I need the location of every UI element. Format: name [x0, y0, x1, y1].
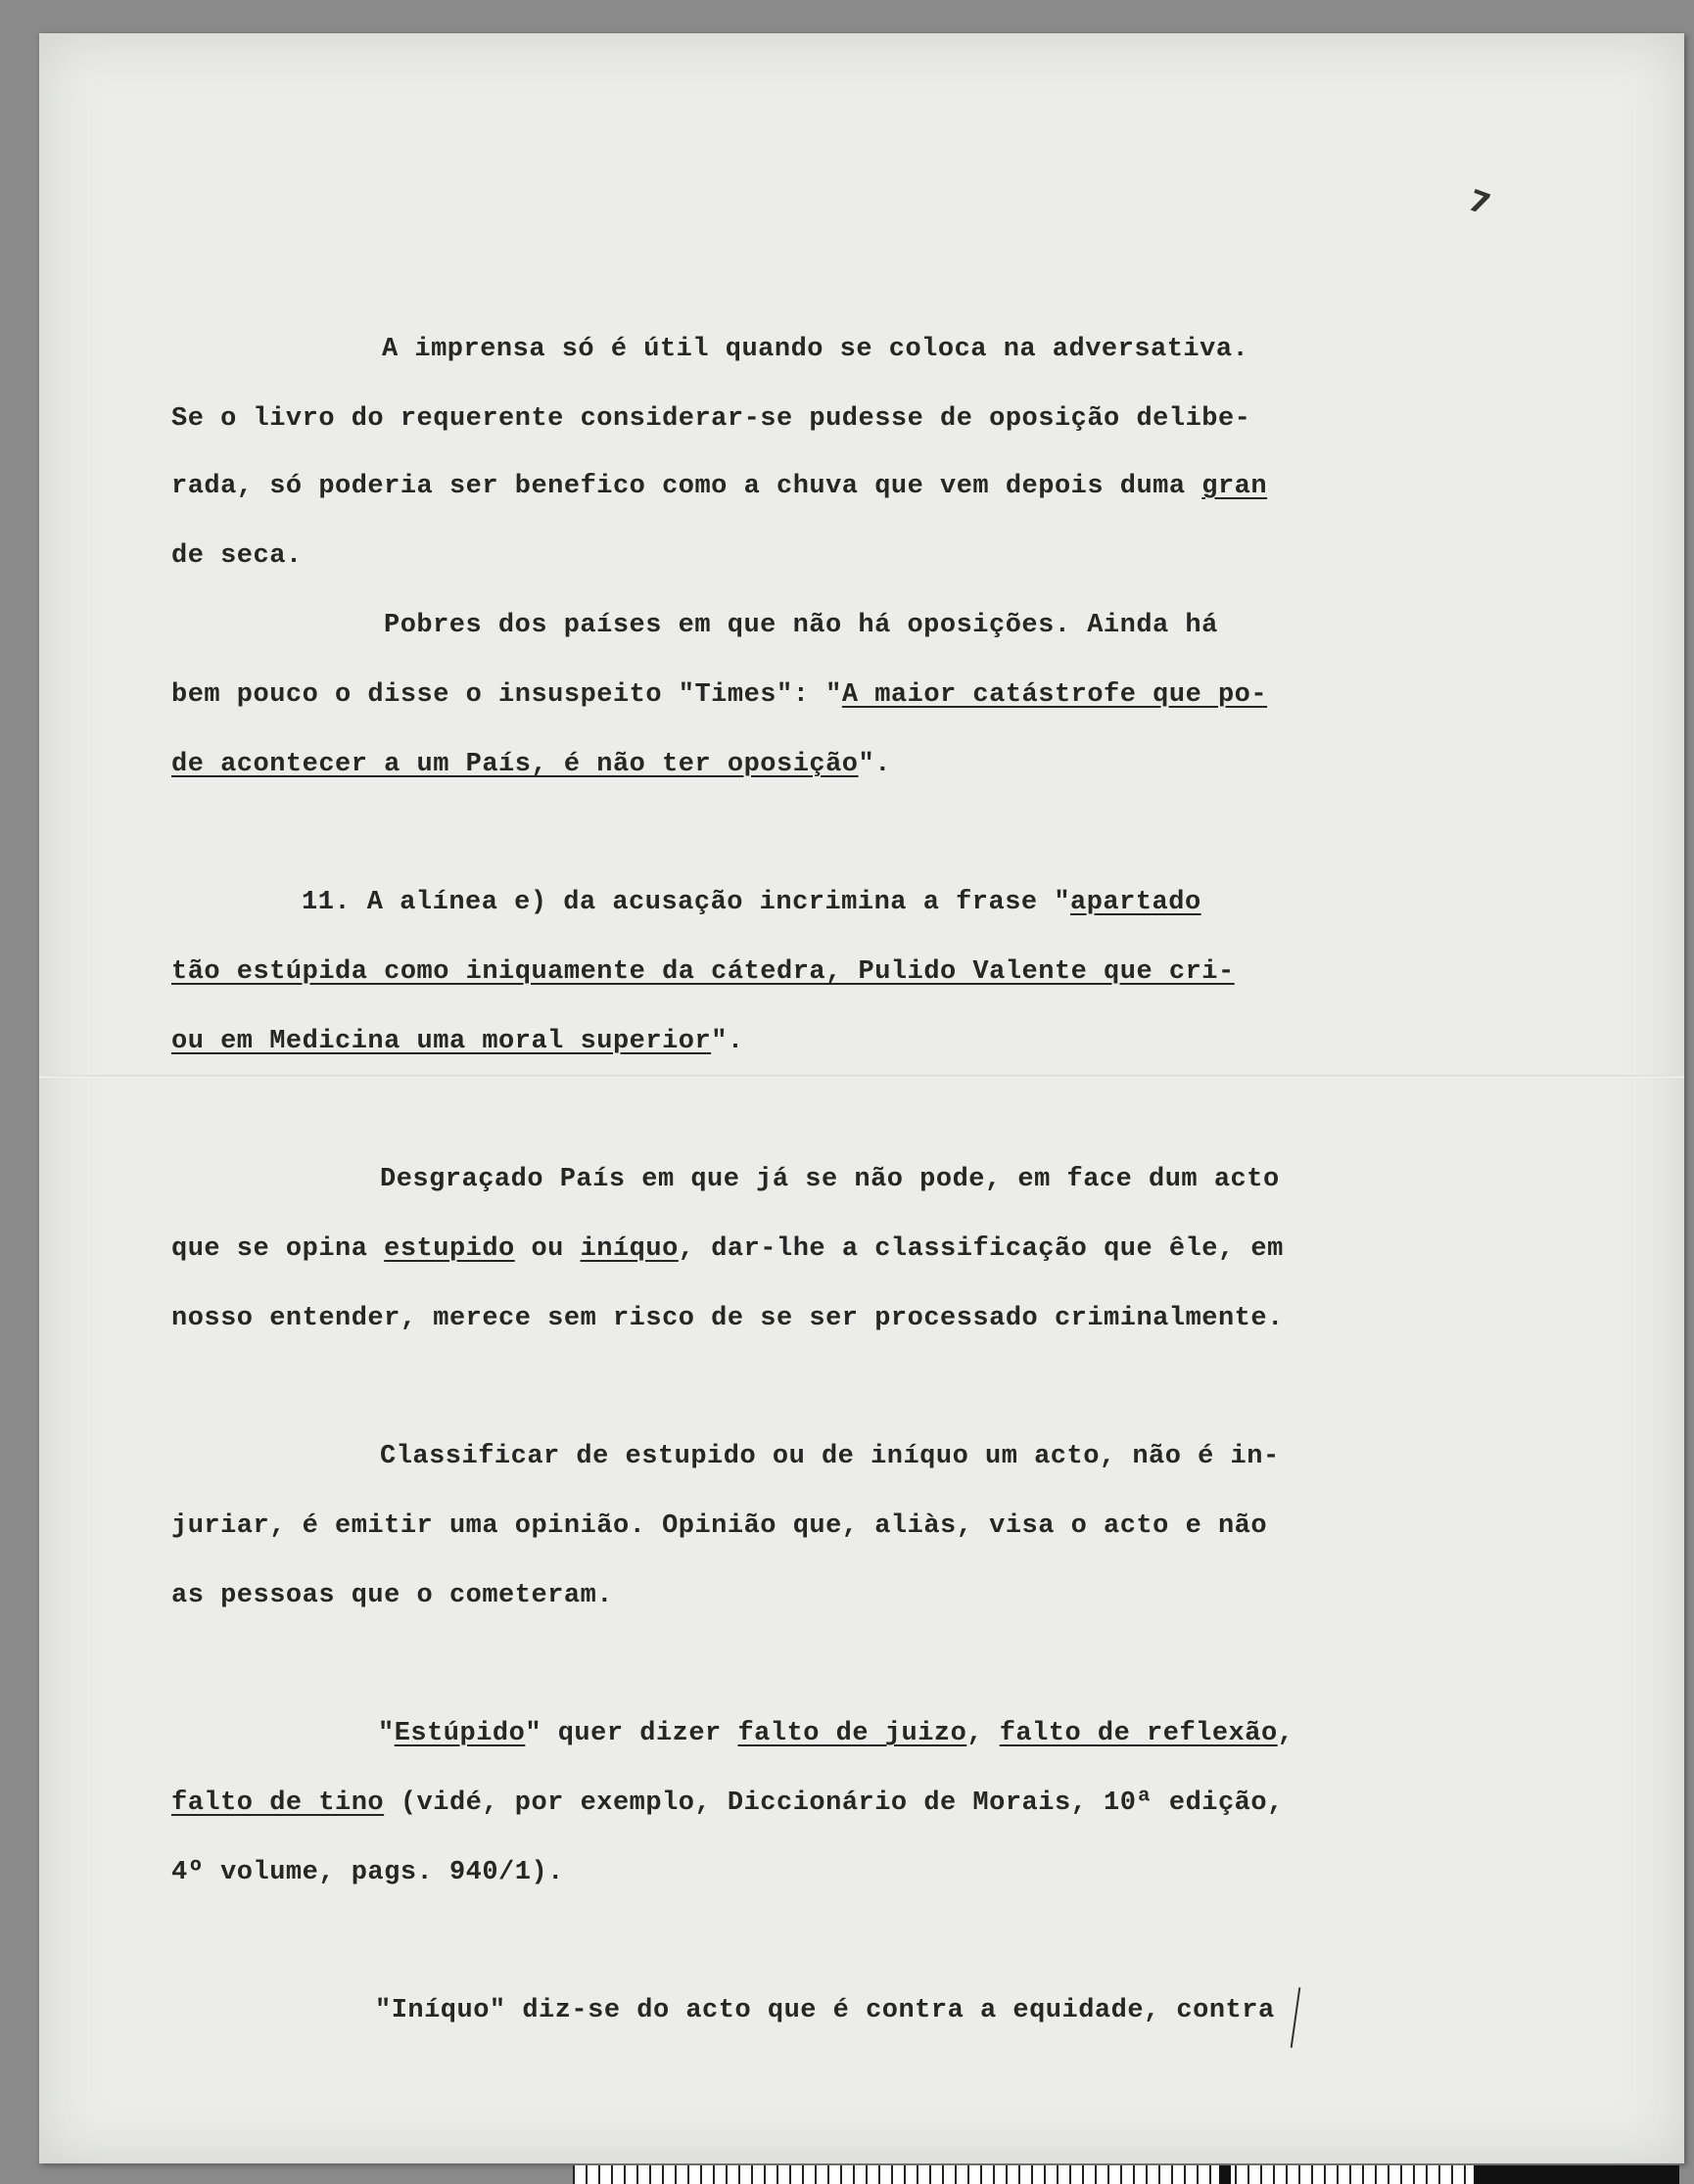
text-segment: (vidé, por exemplo, Diccionário de Morais, 10ª edição,: [384, 1789, 1284, 1818]
text-segment: Classificar de estupido ou de iníquo um acto, não é in-: [380, 1442, 1280, 1471]
text-segment: "Iníquo" diz-se do acto que é contra a equidade, contra: [375, 1996, 1275, 2025]
text-segment: juriar, é emitir uma opinião. Opinião que, aliàs, visa o acto e não: [171, 1511, 1268, 1541]
text-line: [380, 1442, 1280, 1471]
corner-mark: 7: [1463, 183, 1495, 223]
scale-ruler: [573, 2165, 1679, 2184]
text-line: [171, 1234, 1284, 1264]
text-segment: ,: [966, 1719, 1000, 1748]
text-line: [171, 541, 303, 571]
text-line: [384, 611, 1218, 640]
text-line: [171, 1511, 1267, 1541]
text-segment: Pobres dos países em que não há oposições. Ainda há: [384, 611, 1218, 640]
text-segment: ": [378, 1719, 395, 1748]
text-segment: as pessoas que o cometeram.: [171, 1581, 613, 1610]
text-line: [380, 1165, 1280, 1194]
underlined-phrase: falto de reflexão: [999, 1719, 1278, 1748]
underlined-phrase: falto de juizo: [737, 1719, 967, 1748]
text-segment: Desgraçado País em que já se não pode, em face dum acto: [380, 1165, 1280, 1194]
underlined-phrase: iníquo: [580, 1234, 679, 1264]
text-segment: , dar-lhe a classificação que êle, em: [678, 1234, 1284, 1264]
underlined-phrase: de acontecer a um País, é não ter oposição: [171, 750, 859, 779]
text-line: [302, 888, 1201, 917]
underlined-phrase: gran: [1201, 472, 1268, 501]
text-segment: ou: [514, 1234, 581, 1264]
text-segment: A imprensa só é útil quando se coloca na adversativa.: [382, 335, 1249, 364]
text-line: [382, 335, 1248, 364]
text-segment: ".: [858, 750, 891, 779]
underlined-phrase: A maior catástrofe que po-: [841, 680, 1268, 710]
text-line: [171, 957, 1235, 987]
text-line: [378, 1719, 1294, 1748]
underlined-phrase: falto de tino: [171, 1789, 385, 1818]
text-line: [171, 750, 891, 779]
text-segment: ".: [711, 1027, 744, 1056]
underlined-phrase: Estúpido: [394, 1719, 526, 1748]
text-line: [375, 1996, 1275, 2025]
text-segment: nosso entender, merece sem risco de se ser processado criminalmente.: [171, 1304, 1284, 1333]
underlined-phrase: ou em Medicina uma moral superior: [171, 1027, 712, 1056]
text-segment: " quer dizer: [525, 1719, 738, 1748]
text-segment: de seca.: [171, 541, 303, 571]
text-line: [171, 472, 1267, 501]
underlined-phrase: tão estúpida como iniquamente da cátedra, Pulido Valente que cri-: [171, 957, 1235, 987]
text-line: [171, 404, 1250, 434]
underlined-phrase: estupido: [384, 1234, 515, 1264]
text-segment: que se opina: [171, 1234, 385, 1264]
text-segment: 4º volume, pags. 940/1).: [171, 1858, 564, 1887]
text-line: [171, 680, 1267, 710]
text-segment: rada, só poderia ser benefico como a chuva que vem depois duma: [171, 472, 1202, 501]
text-segment: 11. A alínea e) da acusação incrimina a frase ": [302, 888, 1071, 917]
text-segment: Se o livro do requerente considerar-se pudesse de oposição delibe-: [171, 404, 1251, 434]
text-line: [171, 1581, 613, 1610]
text-line: [171, 1789, 1284, 1818]
text-line: [171, 1858, 564, 1887]
paper-fold: [39, 1075, 1684, 1078]
text-line: [171, 1304, 1284, 1333]
text-segment: ,: [1277, 1719, 1294, 1748]
text-line: [171, 1027, 744, 1056]
underlined-phrase: apartado: [1070, 888, 1201, 917]
text-segment: bem pouco o disse o insuspeito "Times": ": [171, 680, 842, 710]
